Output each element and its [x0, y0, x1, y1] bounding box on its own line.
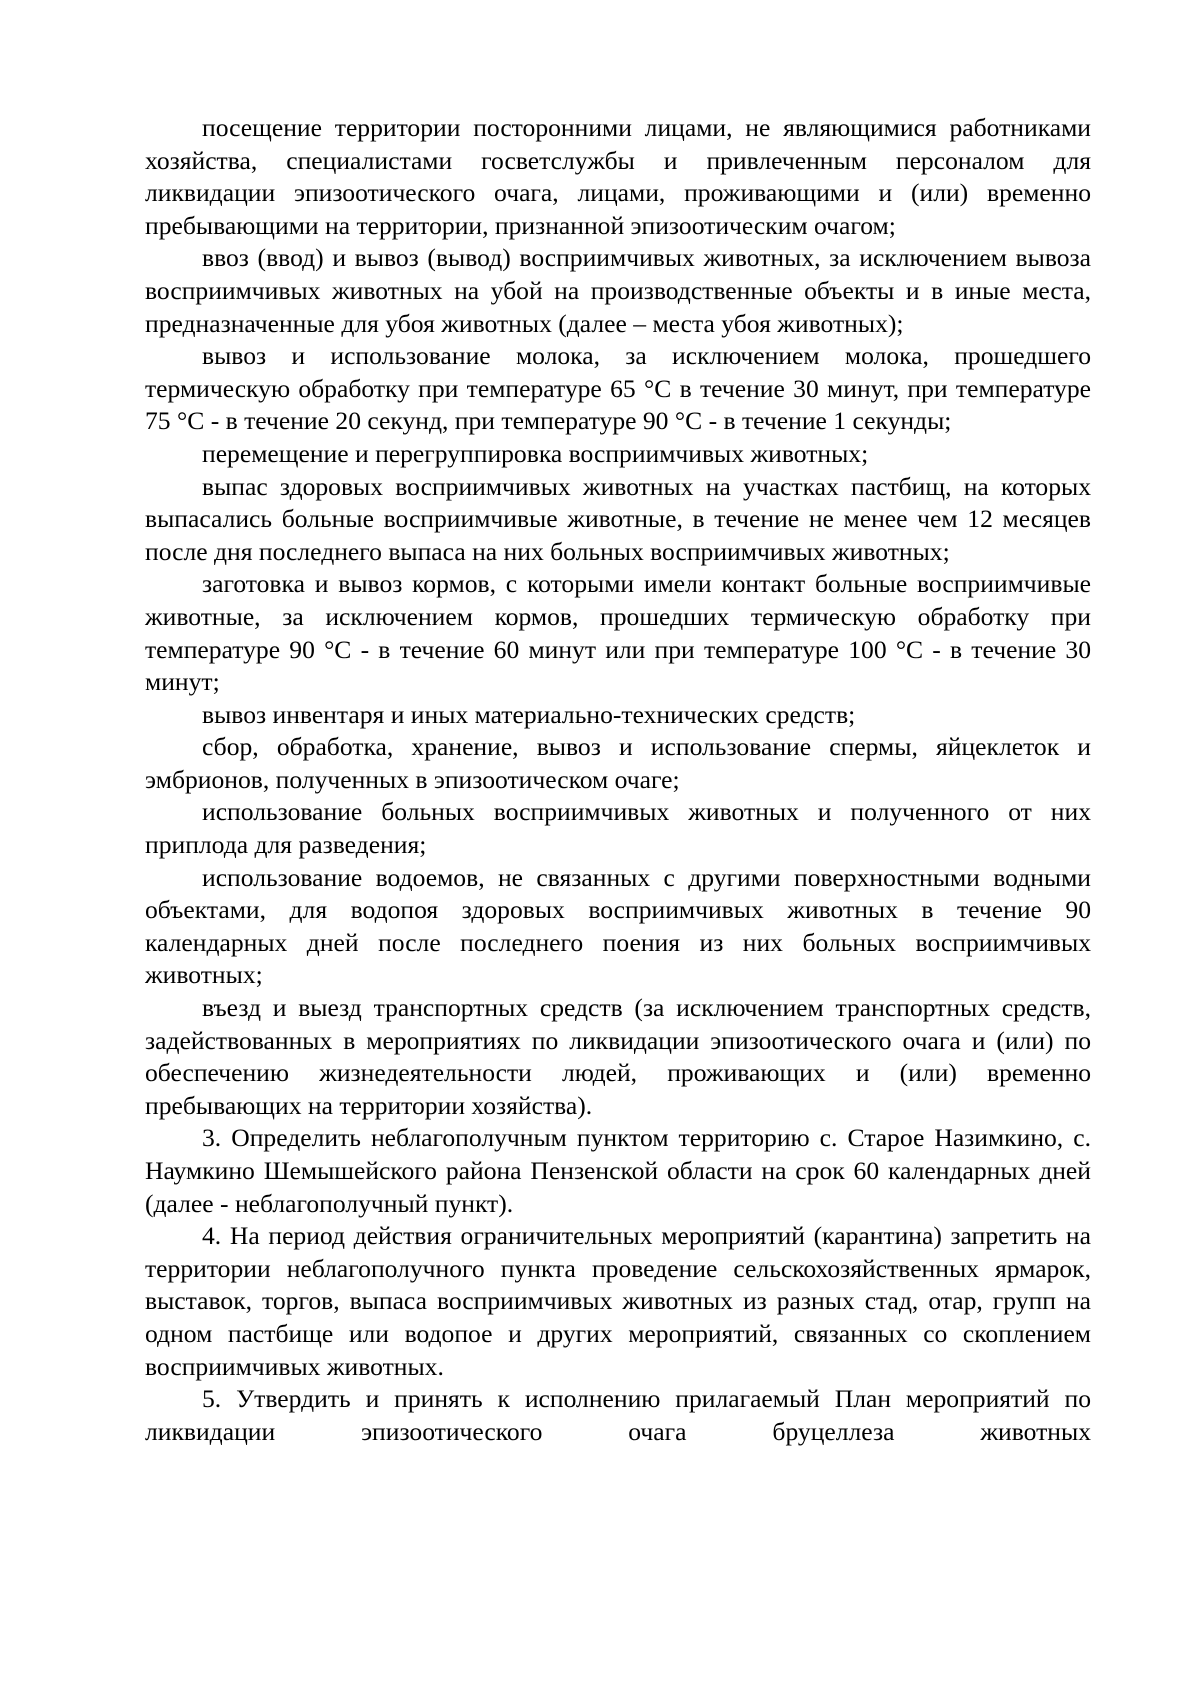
paragraph-water-bodies: использование водоемов, не связанных с другими поверхностными водными объектами, для водопоя здоровых восприимчивых животных в течение 90 календарных дней после последнего поения из них больных восприимчивых животных;: [145, 862, 1091, 990]
paragraph-breeding: использование больных восприимчивых животных и полученного от них приплода для разведения;: [145, 797, 1091, 860]
paragraph-visit-restriction: посещение территории посторонними лицами, не являющимися работниками хозяйства, специалистами госветслужбы и привлеченным персоналом для ликвидации эпизоотического очага, лицами, проживающими и (или) временно пребывающими на территории, признанной эпизоотическим очагом;: [145, 113, 1091, 240]
paragraph-item-3: 3. Определить неблагополучным пунктом территорию с. Старое Назимкино, с. Наумкино Шемышейского района Пензенской области на срок 60 календарных дней (далее - неблагополучный пункт).: [145, 1123, 1091, 1218]
paragraph-item-5: 5. Утвердить и принять к исполнению прилагаемый План мероприятий по ликвидации эпизоотического очага бруцеллеза животных: [145, 1384, 1091, 1446]
paragraph-vehicles: въезд и выезд транспортных средств (за исключением транспортных средств, задействованных в мероприятиях по ликвидации эпизоотического очага и (или) по обеспечению жизнедеятельности людей, проживающих и (или) временно пребывающих на территории хозяйства).: [145, 993, 1091, 1120]
paragraph-grazing: выпас здоровых восприимчивых животных на участках пастбищ, на которых выпасались больные восприимчивые животные, в течение не менее чем 12 месяцев после дня последнего выпаса на них больных восприимчивых животных;: [145, 471, 1091, 566]
paragraph-sperm-embryos: сбор, обработка, хранение, вывоз и использование спермы, яйцеклеток и эмбрионов, полученных в эпизоотическом очаге;: [145, 732, 1091, 794]
paragraph-regrouping: перемещение и перегруппировка восприимчивых животных;: [202, 438, 869, 468]
paragraph-item-4: 4. На период действия ограничительных мероприятий (карантина) запретить на территории неблагополучного пункта проведение сельскохозяйственных ярмарок, выставок, торгов, выпаса восприимчивых животных из разных стад, отар, групп на одном пастбище или водопое и других мероприятий, связанных со скоплением восприимчивых животных.: [145, 1221, 1091, 1381]
paragraph-animal-transport: ввоз (ввод) и вывоз (вывод) восприимчивых животных, за исключением вывоза восприимчивых животных на убой на производственные объекты и в иные места, предназначенные для убоя животных (далее – места убоя животных);: [145, 243, 1091, 338]
paragraph-inventory: вывоз инвентаря и иных материально-технических средств;: [202, 699, 856, 729]
paragraph-milk-use: вывоз и использование молока, за исключением молока, прошедшего термическую обработку при температуре 65 °С в течение 30 минут, при температуре 75 °С - в течение 20 секунд, при температуре 90 °С - в течение 1 секунды;: [145, 341, 1091, 436]
document-body: [145, 112, 1091, 1448]
paragraph-feed: заготовка и вывоз кормов, с которыми имели контакт больные восприимчивые животные, за исключением кормов, прошедших термическую обработку при температуре 90 °С - в течение 60 минут или при температуре 100 °С - в течение 30 минут;: [145, 569, 1091, 697]
